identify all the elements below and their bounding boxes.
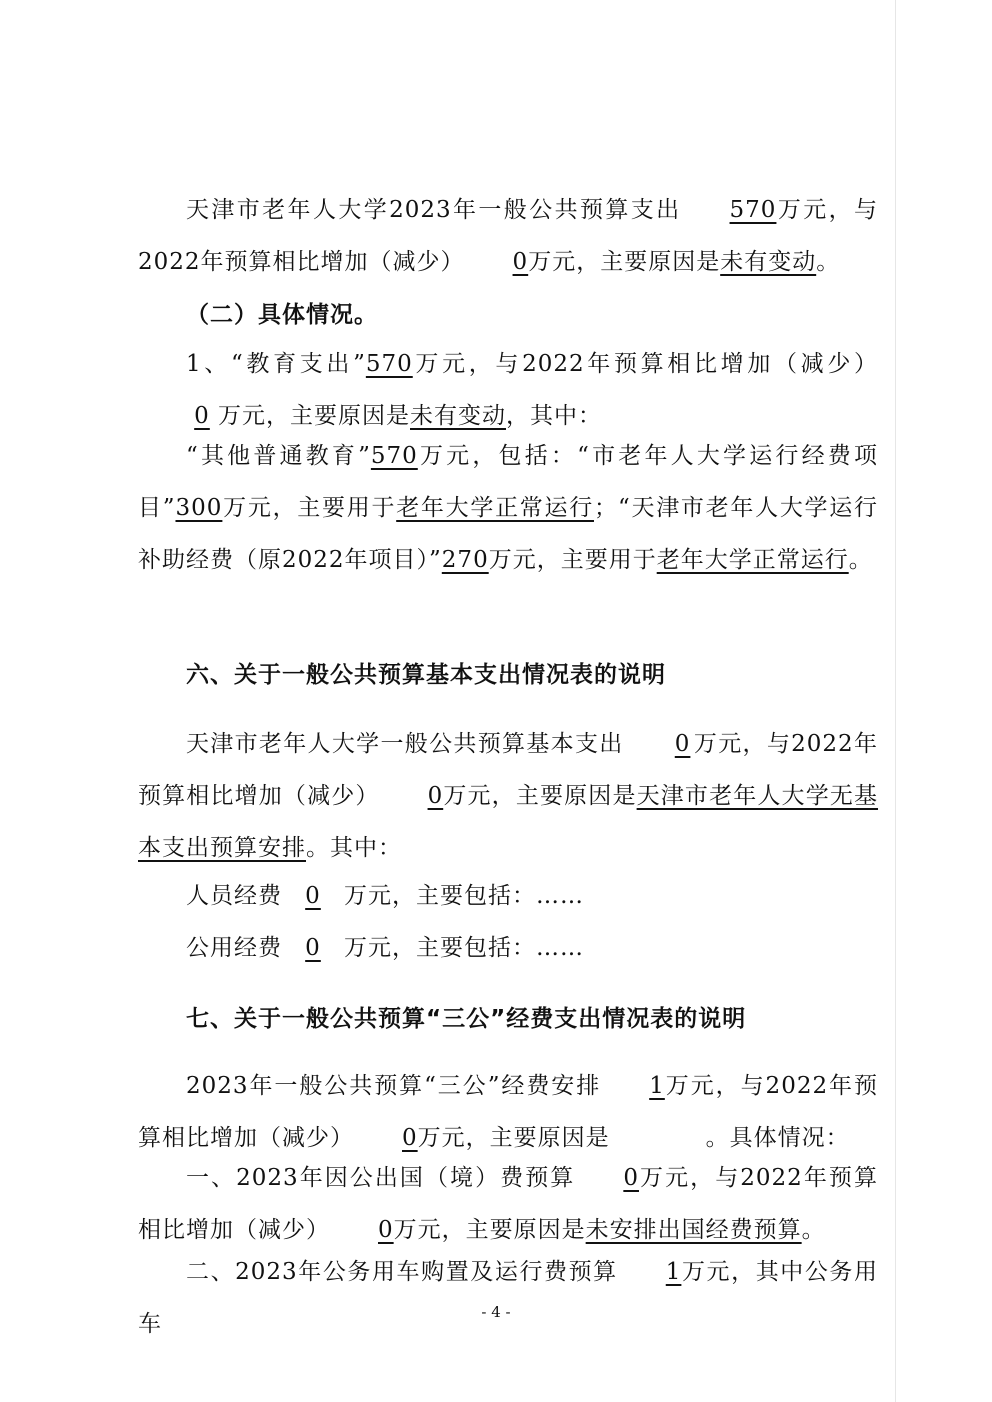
section-heading-seven: 七、关于一般公共预算“三公”经费支出情况表的说明 [186, 1006, 747, 1032]
field-amount: 570 [729, 197, 777, 223]
field-change: 0 [512, 249, 529, 275]
line-personnel: 人员经费 0 万元，主要包括：…… [186, 883, 584, 909]
paragraph-other-education: “其他普通教育”570万元，包括：“市老年人大学运行经费项目”300万元，主要用于老年大学正常运行；“天津市老年人大学运行补助经费（原2022年项目）”270万元，主要用于老年大学正常运行。 [138, 443, 878, 573]
page-number: - 4 - [481, 1303, 511, 1321]
field-reason: 未有变动 [720, 249, 817, 275]
section-heading-details: （二）具体情况。 [186, 302, 378, 328]
paragraph-vehicles: 二、2023年公务用车购置及运行费预算 1万元，其中公务用车 [138, 1259, 878, 1337]
paragraph-basic-expenditure: 天津市老年人大学一般公共预算基本支出 0 万元，与2022年预算相比增加（减少） 0万元，主要原因是天津市老年人大学无基本支出预算安排。其中： [138, 731, 879, 861]
paragraph-abroad: 一、2023年因公出国（境）费预算 0万元，与2022年预算相比增加（减少） 0万元，主要原因是未安排出国经费预算。 [138, 1165, 878, 1243]
section-heading-six: 六、关于一般公共预算基本支出情况表的说明 [186, 662, 666, 688]
paragraph-three-public: 2023年一般公共预算“三公”经费安排 1万元，与2022年预算相比增加（减少） 0万元，主要原因是 。具体情况： [138, 1073, 878, 1151]
page-edge [895, 0, 896, 1402]
paragraph-budget-summary: 天津市老年人大学2023年一般公共预算支出 570万元，与2022年预算相比增加（减少） 0万元，主要原因是未有变动。 [138, 184, 878, 288]
line-public: 公用经费 0 万元，主要包括：…… [186, 935, 584, 961]
paragraph-education: 1、“教育支出”570万元，与2022年预算相比增加（减少）0 万元，主要原因是未有变动，其中： [186, 351, 878, 429]
